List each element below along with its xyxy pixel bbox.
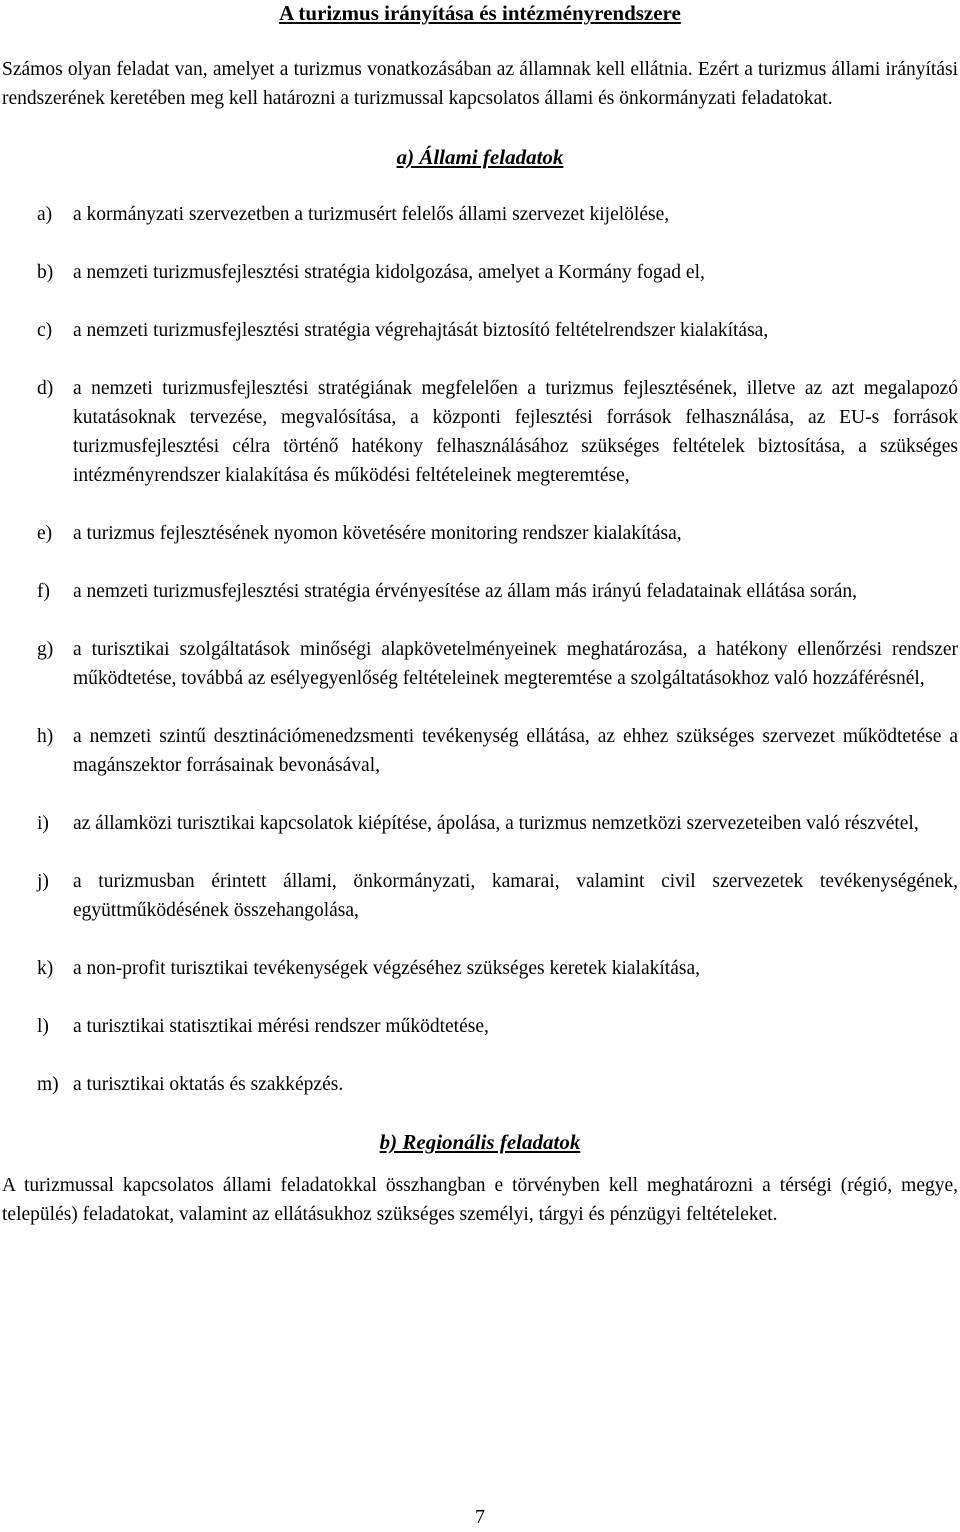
list-marker: d) (37, 378, 54, 399)
list-item (2, 519, 958, 548)
list-item-text: a nemzeti szintű desztinációmenedzsmenti tevékenység ellátása, az ehhez szükséges szervezet működtetése a magánszektor forrásainak bevonásával, (73, 726, 958, 776)
list-item-text: a turizmusban érintett állami, önkormányzati, kamarai, valamint civil szervezetek tevékenységének, együttműködésének összehangolása, (73, 871, 958, 921)
list-marker: j) (37, 871, 49, 892)
list-item-text: a turisztikai szolgáltatások minőségi alapkövetelményeinek meghatározása, a hatékony ellenőrzési rendszer működtetése, továbbá az esélyegyenlőség feltételeinek megteremtése a szolgáltatásokhoz való hozzáférésnél, (73, 639, 958, 689)
list-marker: a) (37, 204, 53, 225)
list-marker: l) (37, 1016, 49, 1037)
list-item (2, 635, 958, 693)
list-item-text: a turisztikai statisztikai mérési rendszer működtetése, (73, 1016, 489, 1037)
list-marker: f) (37, 581, 50, 602)
document-page (2, 0, 958, 1229)
list-marker: i) (37, 813, 49, 834)
list-item-text: a kormányzati szervezetben a turizmusért felelős állami szervezet kijelölése, (73, 204, 670, 225)
list-marker: k) (37, 958, 54, 979)
section-b-heading: b) Regionális feladatok (379, 1130, 581, 1154)
list-marker: e) (37, 523, 53, 544)
regional-tasks-paragraph: A turizmussal kapcsolatos állami feladatokkal összhangban e törvényben kell meghatározni a térségi (régió, megye, település) feladatokat, valamint az ellátásukhoz szükséges személyi, tárgyi és pénzügyi feltételeket. (2, 1175, 958, 1225)
list-item (2, 316, 958, 345)
list-marker: b) (37, 262, 54, 283)
list-item (2, 258, 958, 287)
list-item (2, 1012, 958, 1041)
list-item-text: a nemzeti turizmusfejlesztési stratégia kidolgozása, amelyet a Kormány fogad el, (73, 262, 705, 283)
list-item (2, 722, 958, 780)
list-item (2, 954, 958, 983)
list-item (2, 1070, 958, 1099)
list-marker: m) (37, 1074, 59, 1095)
page-number: 7 (475, 1506, 485, 1528)
list-marker: c) (37, 320, 53, 341)
list-item-text: a nemzeti turizmusfejlesztési stratégiának megfelelően a turizmus fejlesztésének, illetve az azt megalapozó kutatásoknak tervezése, megvalósítása, a központi fejlesztési források felhasználása, az EU-s források turizmusfejlesztési célra történő hatékony felhasználásához szükséges feltételek biztosítása, a szükséges intézményrendszer kialakítása és működési feltételeinek megteremtése, (73, 378, 958, 486)
list-marker: h) (37, 726, 54, 747)
list-item-text: a non-profit turisztikai tevékenységek végzéséhez szükséges keretek kialakítása, (73, 958, 700, 979)
intro-paragraph: Számos olyan feladat van, amelyet a turizmus vonatkozásában az államnak kell ellátnia. Ezért a turizmus állami irányítási rendszerének keretében meg kell határozni a turizmussal kapcsolatos állami és önkormányzati feladatokat. (2, 59, 958, 109)
list-item (2, 200, 958, 229)
section-a-heading: a) Állami feladatok (396, 145, 564, 169)
list-item-text: a nemzeti turizmusfejlesztési stratégia érvényesítése az állam más irányú feladatainak ellátása során, (73, 581, 857, 602)
list-marker: g) (37, 639, 54, 660)
list-item (2, 867, 958, 925)
list-item-text: a turisztikai oktatás és szakképzés. (73, 1074, 344, 1095)
list-item (2, 577, 958, 606)
list-item-text: az államközi turisztikai kapcsolatok kiépítése, ápolása, a turizmus nemzetközi szervezeteiben való részvétel, (73, 813, 919, 834)
list-item-text: a turizmus fejlesztésének nyomon követésére monitoring rendszer kialakítása, (73, 523, 682, 544)
state-tasks-list (2, 200, 958, 1099)
list-item (2, 809, 958, 838)
page-title: A turizmus irányítása és intézményrendszere (279, 1, 681, 25)
list-item-text: a nemzeti turizmusfejlesztési stratégia végrehajtását biztosító feltételrendszer kialakítása, (73, 320, 769, 341)
list-item (2, 374, 958, 490)
